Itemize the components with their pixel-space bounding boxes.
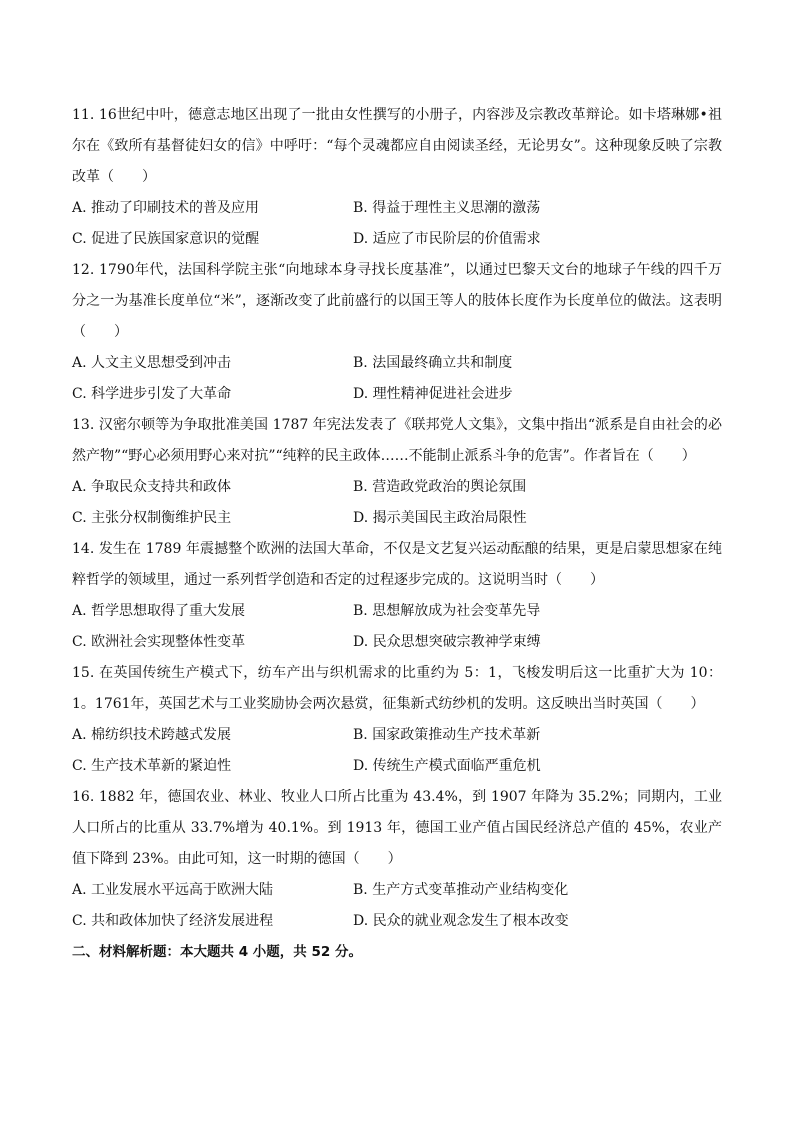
option-a: A. 工业发展水平远高于欧洲大陆 (72, 882, 274, 898)
option-b: B. 生产方式变革推动产业结构变化 (353, 882, 569, 898)
question-14 (72, 534, 722, 658)
option-b: B. 营造政党政治的舆论氛围 (353, 479, 527, 495)
option-a: A. 人文主义思想受到冲击 (72, 355, 232, 371)
option-grid (72, 348, 722, 410)
question-15 (72, 658, 722, 782)
question-stem: 11. 16世纪中叶，德意志地区出现了一批由女性撰写的小册子，内容涉及宗教改革辩论。如卡塔琳娜•祖尔在《致所有基督徒妇女的信》中呼吁：“每个灵魂都应自由阅读圣经，无论男女”。这种现象反映了宗教改革（ ） (72, 107, 722, 185)
question-16 (72, 782, 722, 937)
option-a: A. 哲学思想取得了重大发展 (72, 603, 246, 619)
question-stem: 15. 在英国传统生产模式下，纺车产出与织机需求的比重约为 5：1，飞梭发明后这一比重扩大为 10：1。1761年，英国艺术与工业奖励协会两次悬赏，征集新式纺纱机的发明。这反映出当时英国（ ） (72, 665, 722, 712)
section-heading: 二、材料解析题：本大题共 4 小题，共 52 分。 (72, 944, 362, 960)
option-d: D. 揭示美国民主政治局限性 (353, 510, 527, 526)
option-c: C. 科学进步引发了大革命 (72, 386, 232, 402)
option-d: D. 传统生产模式面临严重危机 (353, 758, 541, 774)
option-d: D. 民众思想突破宗教神学束缚 (353, 634, 541, 650)
option-c: C. 生产技术革新的紧迫性 (72, 758, 232, 774)
option-c: C. 主张分权制衡维护民主 (72, 510, 232, 526)
option-d: D. 民众的就业观念发生了根本改变 (353, 913, 569, 929)
question-stem: 12. 1790年代，法国科学院主张“向地球本身寻找长度基准”，以通过巴黎天文台的地球子午线的四千万分之一为基准长度单位“米”，逐渐改变了此前盛行的以国王等人的肢体长度作为长度单位的做法。这表明（ ） (72, 262, 722, 340)
option-d: D. 理性精神促进社会进步 (353, 386, 513, 402)
option-c: C. 欧洲社会实现整体性变革 (72, 634, 246, 650)
question-13 (72, 410, 722, 534)
option-c: C. 共和政体加快了经济发展进程 (72, 913, 274, 929)
question-stem: 16. 1882 年，德国农业、林业、牧业人口所占比重为 43.4%，到 1907 年降为 35.2%；同期内，工业人口所占的比重从 33.7%增为 40.1%。到 1913 年，德国工业产值占国民经济总产值的 45%，农业产值下降到 23%。由此可知，这一时期的德国（ ） (72, 789, 722, 867)
option-b: B. 法国最终确立共和制度 (353, 355, 513, 371)
option-b: B. 国家政策推动生产技术革新 (353, 727, 541, 743)
option-a: A. 棉纺织技术跨越式发展 (72, 727, 232, 743)
option-grid (72, 193, 722, 255)
option-grid (72, 720, 722, 782)
option-b: B. 得益于理性主义思潮的激荡 (353, 200, 541, 216)
option-c: C. 促进了民族国家意识的觉醒 (72, 231, 260, 247)
question-12 (72, 255, 722, 410)
option-grid (72, 875, 722, 937)
option-b: B. 思想解放成为社会变革先导 (353, 603, 541, 619)
option-a: A. 推动了印刷技术的普及应用 (72, 200, 260, 216)
option-d: D. 适应了市民阶层的价值需求 (353, 231, 541, 247)
question-list (72, 100, 722, 968)
question-stem: 13. 汉密尔顿等为争取批准美国 1787 年宪法发表了《联邦党人文集》，文集中指出“派系是自由社会的必然产物”“野心必须用野心来对抗”“纯粹的民主政体……不能制止派系斗争的危害”。作者旨在（ ） (72, 417, 722, 464)
option-a: A. 争取民众支持共和政体 (72, 479, 232, 495)
question-11 (72, 100, 722, 255)
option-grid (72, 472, 722, 534)
option-grid (72, 596, 722, 658)
question-stem: 14. 发生在 1789 年震撼整个欧洲的法国大革命，不仅是文艺复兴运动酝酿的结果，更是启蒙思想家在纯粹哲学的领域里，通过一系列哲学创造和否定的过程逐步完成的。这说明当时（ ） (72, 541, 722, 588)
